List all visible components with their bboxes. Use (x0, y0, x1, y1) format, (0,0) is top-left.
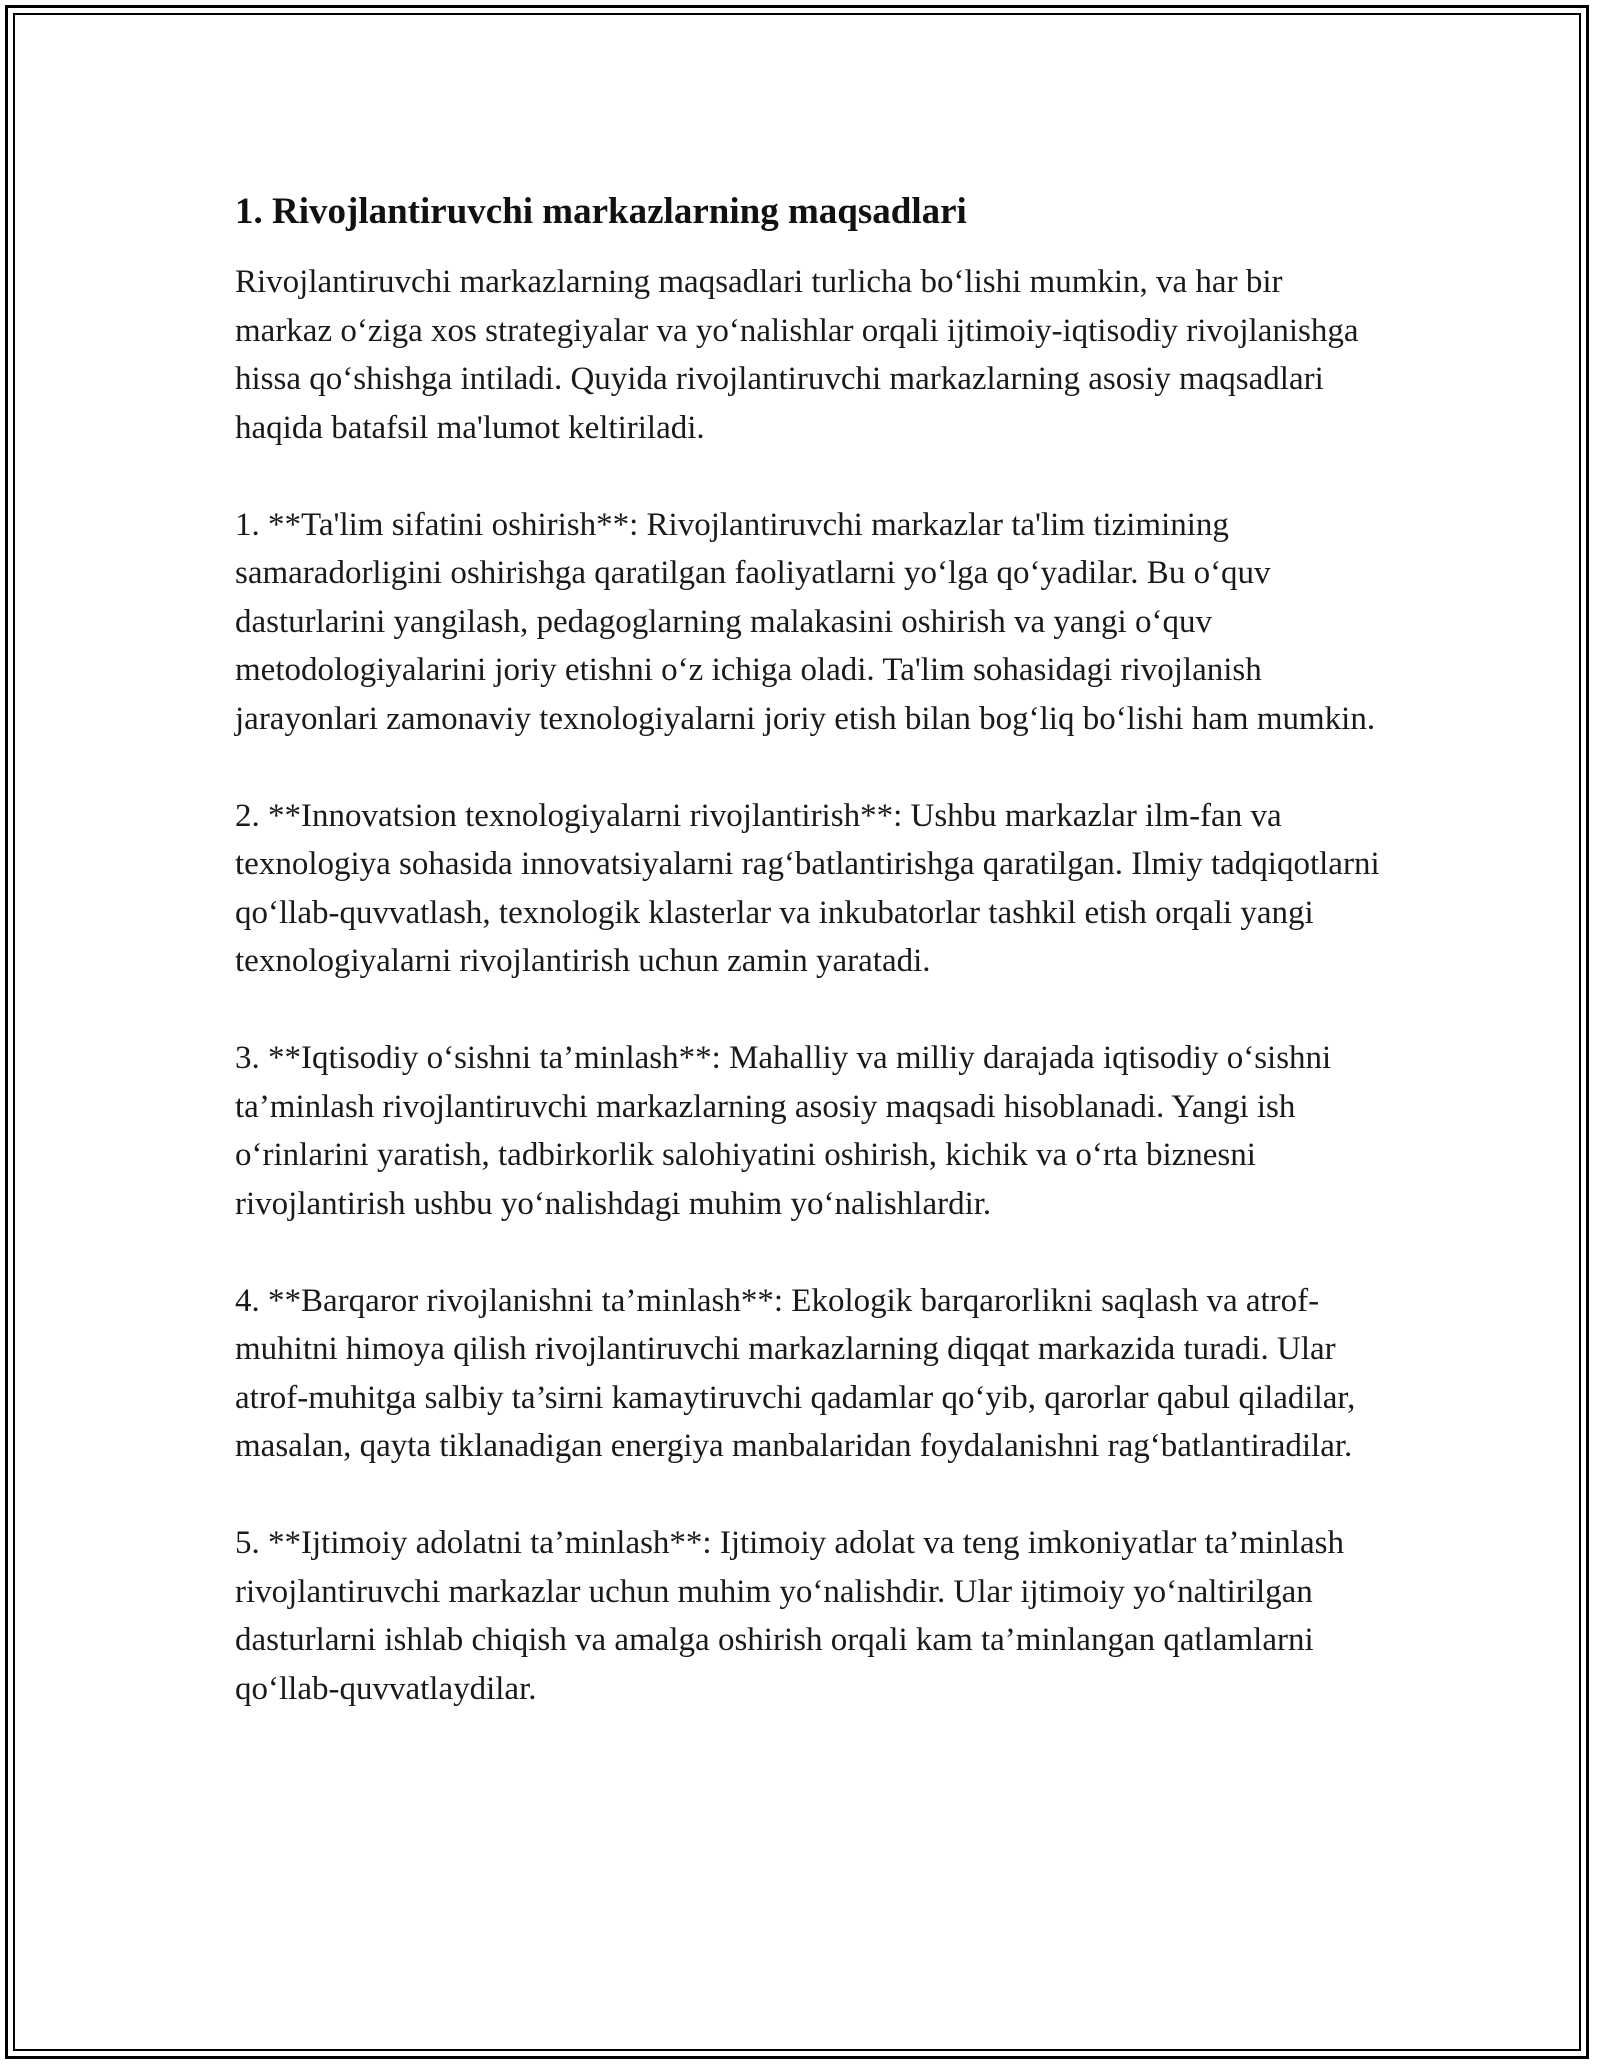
document-body (235, 188, 1380, 1713)
list-item-innovative-technologies: 2. **Innovatsion texnologiyalarni rivojlantirish**: Ushbu markazlar ilm-fan va texnologiya sohasida innovatsiyalarni rag‘batlantirishga qaratilgan. Ilmiy tadqiqotlarni qo‘llab-quvvatlash, texnologik klasterlar va inkubatorlar tashkil etish orqali yangi texnologiyalarni rivojlantirish uchun zamin yaratadi. (235, 797, 1380, 979)
list-item-education-quality: 1. **Ta'lim sifatini oshirish**: Rivojlantiruvchi markazlar ta'lim tizimining samaradorligini oshirishga qaratilgan faoliyatlarni yo‘lga qo‘yadilar. Bu o‘quv dasturlarini yangilash, pedagoglarning malakasini oshirish va yangi o‘quv metodologiyalarini joriy etishni o‘z ichiga oladi. Ta'lim sohasidagi rivojlanish jarayonlari zamonaviy texnologiyalarni joriy etish bilan bog‘liq bo‘lishi ham mumkin. (235, 506, 1376, 737)
intro-paragraph: Rivojlantiruvchi markazlarning maqsadlari turlicha bo‘lishi mumkin, va har bir markaz o‘ziga xos strategiyalar va yo‘nalishlar orqali ijtimoiy-iqtisodiy rivojlanishga hissa qo‘shishga intiladi. Quyida rivojlantiruvchi markazlarning asosiy maqsadlari haqida batafsil ma'lumot keltiriladi. (235, 264, 1359, 446)
section-heading: 1. Rivojlantiruvchi markazlarning maqsadlari (235, 191, 967, 232)
list-item-sustainable-development: 4. **Barqaror rivojlanishni ta’minlash**: Ekologik barqarorlikni saqlash va atrof-muhitni himoya qilish rivojlantiruvchi markazlarning diqqat markazida turadi. Ular atrof-muhitga salbiy ta’sirni kamaytiruvchi qadamlar qo‘yib, qarorlar qabul qiladilar, masalan, qayta tiklanadigan energiya manbalaridan foydalanishni rag‘batlantiradilar. (235, 1282, 1356, 1464)
list-item-economic-growth: 3. **Iqtisodiy o‘sishni ta’minlash**: Mahalliy va milliy darajada iqtisodiy o‘sishni ta’minlash rivojlantiruvchi markazlarning asosiy maqsadi hisoblanadi. Yangi ish o‘rinlarini yaratish, tadbirkorlik salohiyatini oshirish, kichik va o‘rta biznesni rivojlantirish ushbu yo‘nalishdagi muhim yo‘nalishlardir. (235, 1040, 1332, 1222)
list-item-social-justice: 5. **Ijtimoiy adolatni ta’minlash**: Ijtimoiy adolat va teng imkoniyatlar ta’minlash rivojlantiruvchi markazlar uchun muhim yo‘nalishdir. Ular ijtimoiy yo‘naltirilgan dasturlarni ishlab chiqish va amalga oshirish orqali kam ta’minlangan qatlamlarni qo‘llab-quvvatlaydilar. (235, 1525, 1344, 1707)
